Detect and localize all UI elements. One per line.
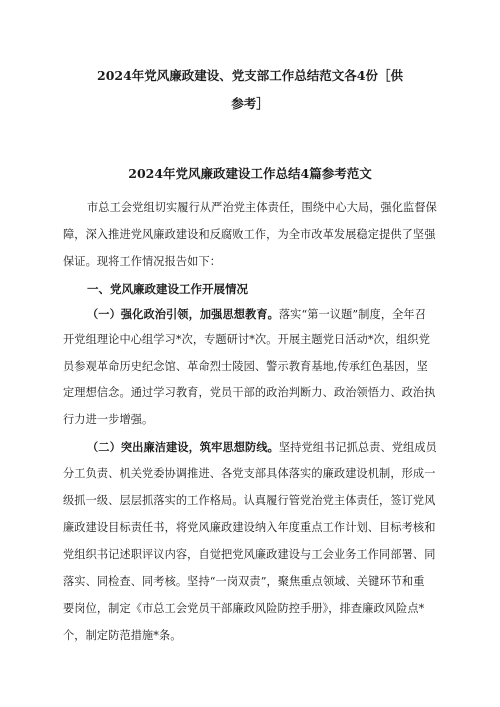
para1-line-2: 开党组理论中心组学习*次，专题研讨*次。开展主题党日活动*次，组织党: [63, 333, 430, 346]
para1-line1-rest: 落实“第一议题”制度，全年召: [278, 308, 426, 321]
para1-lead: （一）强化政治引领，加强思想教育。: [87, 307, 279, 321]
para1-line-5: 行力进一步增强。: [63, 413, 154, 426]
intro-line-1: 市总工会党组切实履行从严治党主体责任，围绕中心大局，强化监督保: [87, 201, 437, 214]
intro-line-2: 障，深入推进党风廉政建设和反腐败工作，为全市改革发展稳定提供了坚强: [63, 228, 436, 241]
para2-lead: （二）突出廉洁建设，筑牢思想防线。: [87, 440, 279, 454]
para2-line-2: 分工负责、机关党委协调推进、各党支部具体落实的廉政建设机制，形成一: [63, 467, 436, 480]
para1-line-4: 定理想信念。通过学习教育，党员干部的政治判断力、政治领悟力、政治执: [63, 386, 436, 399]
para1-line-3: 员参观革命历史纪念馆、革命烈士陵园、警示教育基地,传承红色基因，坚: [63, 360, 428, 373]
para2-line-5: 党组织书记述职评议内容，自觉把党风廉政建设与工会业务工作同部署、同: [63, 548, 436, 561]
intro-line-3: 保证。现将工作情况报告如下：: [63, 255, 222, 268]
para2-line-8: 个，制定防范措施*条。: [63, 629, 182, 642]
para2-line-4: 廉政建设目标责任书，将党风廉政建设纳入年度重点工作计划、目标考核和: [63, 521, 436, 534]
para1-line-1: [87, 307, 437, 322]
para2-line-7: 要岗位，制定《市总工会党员干部廉政风险防控手册》，排查廉政风险点*: [63, 602, 425, 615]
para2-line1-rest: 坚持党组书记抓总责、党组成员: [278, 441, 437, 454]
para2-line-6: 落实、同检查、同考核。坚持“一岗双责”，聚焦重点领域、关键环节和重: [63, 575, 425, 588]
para2-line-1: [87, 440, 437, 455]
heading-1: 一、党风廉政建设工作开展情况: [87, 282, 248, 296]
para2-line-3: 级抓一级、层层抓落实的工作格局。认真履行管党治党主体责任，签订党风: [63, 494, 436, 507]
document-title-line2: 参考］: [231, 96, 269, 111]
document-title-line1: 2024年党风廉政建设、党支部工作总结范文各4份［供: [97, 68, 403, 83]
section-title: 2024年党风廉政建设工作总结4篇参考范文: [128, 166, 372, 181]
